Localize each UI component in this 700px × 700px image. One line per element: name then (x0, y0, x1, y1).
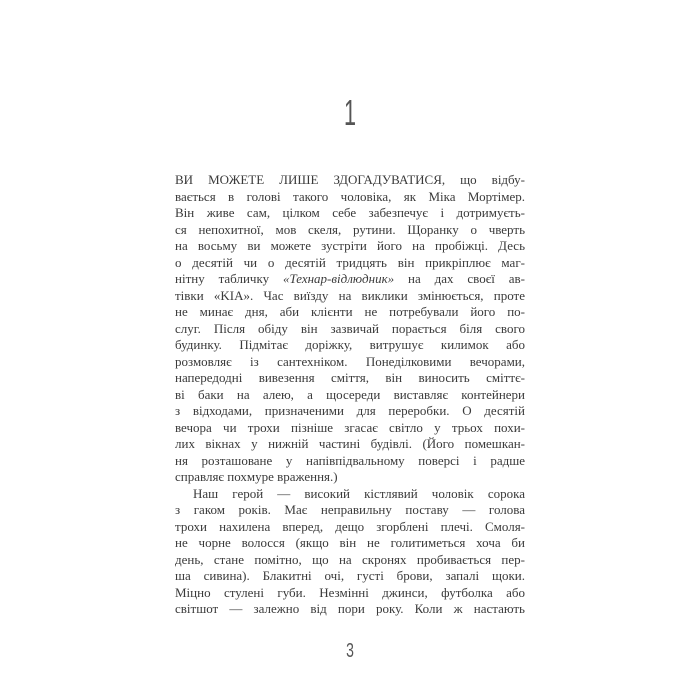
page-number: 3 (346, 640, 354, 662)
text-line: лих вікнах у нижній частині будівлі. (Його помешкан- (175, 436, 525, 451)
text-line: світшот — залежно від пори року. Коли ж настають (175, 601, 525, 616)
text-line: ня розташоване у напівпідвальному поверсі і радше (175, 452, 525, 468)
text-line: трохи нахилена вперед, дещо згорблені плечі. Смоля- (175, 518, 525, 534)
text-line: з відходами, призначеними для переробки. О десятій (175, 403, 525, 418)
text-line: не чорне волосся (якщо він не голитиметься хоча би (175, 535, 525, 550)
body-text (175, 172, 525, 618)
text-line: вається в голові такого чоловіка, як Міка Мортімер. (175, 188, 525, 204)
text-line: розмовляє із сантехніком. Понеділковими вечорами, (175, 353, 525, 369)
italic-title: «Технар-відлюдник» (282, 271, 395, 286)
text-line: тівки «KIA». Час виїзду на виклики змінюється, проте (175, 287, 525, 303)
text-line (175, 271, 525, 288)
text-line: будинку. Підмітає доріжку, витрушує килимок або (175, 337, 525, 352)
text-line: напередодні вивезення сміття, він виносить сміттє- (175, 370, 525, 385)
chapter-number: 1 (343, 92, 357, 133)
text-line: справляє похмуре враження.) (175, 469, 338, 484)
text-segment: нітну табличку (175, 271, 283, 286)
text-line: ша сивина). Блакитні очі, густі брови, запалі щоки. (175, 568, 525, 583)
text-line: з гаком років. Має неправильну поставу — голова (175, 502, 525, 517)
text-line: Наш герой — високий кістлявий чоловік сорока (193, 485, 525, 501)
text-line: Він живе сам, цілком себе забезпечує і дотримуєть- (175, 205, 525, 220)
text-line: не минає дня, аби клієнти не потребували його по- (175, 304, 525, 319)
text-line: ВИ МОЖЕТЕ ЛИШЕ ЗДОГАДУВАТИСЯ, що відбу- (175, 172, 525, 187)
text-segment: на дах своєї ав- (394, 271, 525, 286)
text-line: на восьму ви можете зустріти його на пробіжці. Десь (175, 238, 525, 253)
text-line: вечора чи трохи пізніше згасає світло у трьох похи- (175, 419, 525, 435)
text-line: слуг. Після обіду він зазвичай порається біля свого (175, 320, 525, 336)
text-line: о десятій чи о десятій тридцять він прикріплює маг- (175, 254, 525, 270)
text-line: ві баки на алею, а щосереди виставляє контейнери (175, 386, 525, 402)
text-line: Міцно стулені губи. Незмінні джинси, футболка або (175, 584, 525, 600)
text-line: день, стане помітно, що на скронях пробивається пер- (175, 551, 525, 567)
text-line: ся непохитної, мов скеля, рутини. Щоранку о чверть (175, 221, 525, 237)
